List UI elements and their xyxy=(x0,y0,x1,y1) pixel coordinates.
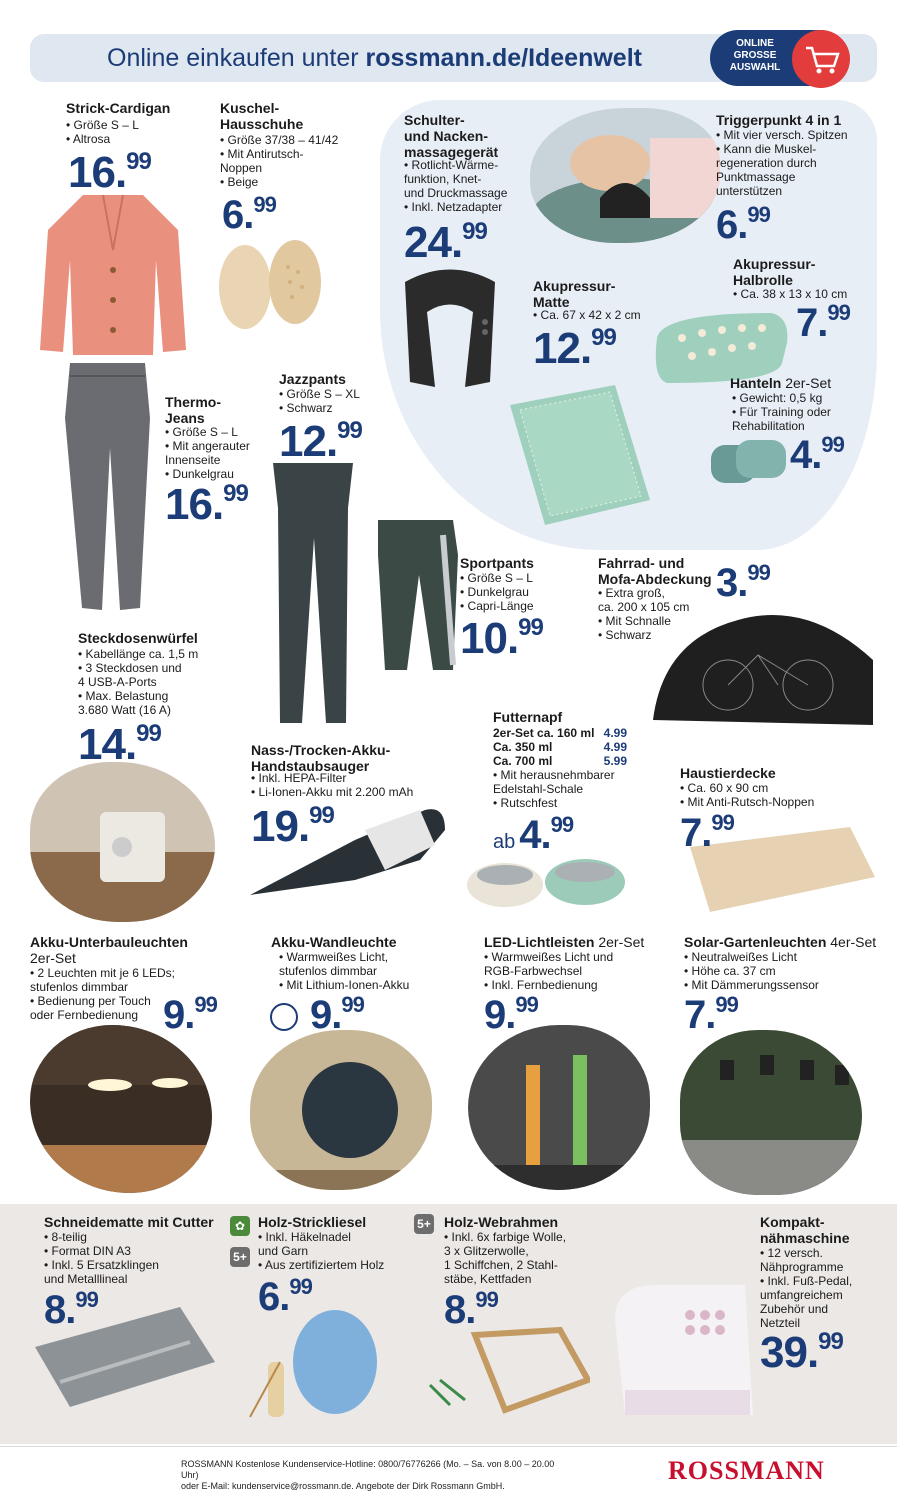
jeans-image xyxy=(60,358,155,618)
walllight-price: 9.99 xyxy=(310,992,364,1037)
walllight-bullets: • Warmweißes Licht, stufenlos dimmbar • Mit Lithium-Ionen-Akku xyxy=(279,950,410,992)
ledbars-bullets: • Warmweißes Licht und RGB-Farbwechsel • Inkl. Fernbedienung xyxy=(484,950,614,992)
age-5-plus-badge: 5+ xyxy=(230,1247,250,1267)
solar-lights-photo xyxy=(680,1030,862,1195)
neckmassager-price: 24.99 xyxy=(404,218,487,267)
vacuum-bullets: • Inkl. HEPA-Filter • Li-Ionen-Akku mit 2.200 mAh xyxy=(251,771,414,799)
trigger-bullets: • Mit vier versch. Spitzen • Kann die Muskel- regeneration durch Punktmassage unterstützen xyxy=(716,128,848,198)
mat-price: 12.99 xyxy=(533,324,616,373)
knitting-title: Holz-Strickliesel xyxy=(258,1214,367,1230)
pet-bowls-image xyxy=(465,850,630,910)
neck-massager-image xyxy=(395,262,505,392)
vacuum-price: 19.99 xyxy=(251,802,334,851)
bowl-size-row: Ca. 700 ml 5.99 xyxy=(493,754,627,768)
slippers-bullets: • Größe 37/38 – 41/42 • Mit Antirutsch- Noppen • Beige xyxy=(220,133,339,189)
solarlights-bullets: • Neutralweißes Licht • Höhe ca. 37 cm • Mit Dämmerungssensor xyxy=(684,950,819,992)
age-5-plus-badge: 5+ xyxy=(414,1214,434,1234)
socket-cube-photo xyxy=(30,762,215,922)
underlights-photo xyxy=(30,1025,212,1193)
led-bars-photo xyxy=(468,1025,650,1190)
socketcube-price: 14.99 xyxy=(78,720,161,769)
jeans-title: Thermo- Jeans xyxy=(165,394,221,426)
ledbars-price: 9.99 xyxy=(484,992,538,1037)
sportpants-image xyxy=(373,515,463,675)
jazzpants-price: 12.99 xyxy=(279,417,362,466)
socketcube-title: Steckdosenwürfel xyxy=(78,630,198,646)
cuttingmat-price: 8.99 xyxy=(44,1287,98,1332)
petblanket-price: 7.99 xyxy=(680,810,734,855)
cart-icon[interactable] xyxy=(792,30,850,88)
sportpants-price: 10.99 xyxy=(460,614,543,663)
loom-price: 8.99 xyxy=(444,1287,498,1332)
sewing-title: Kompakt- nähmaschine xyxy=(760,1214,850,1246)
solarlights-title: Solar-Gartenleuchten 4er-Set xyxy=(684,934,877,950)
dumbbells-title: Hanteln 2er-Set xyxy=(730,375,832,391)
cardigan-title: Strick-Cardigan xyxy=(66,100,171,116)
jazzpants-title: Jazzpants xyxy=(279,371,346,387)
neckmassager-title: Schulter- und Nacken- massagegerät xyxy=(404,112,499,160)
bowl-size-row: Ca. 350 ml 4.99 xyxy=(493,740,627,754)
slippers-price: 6.99 xyxy=(222,192,276,237)
slippers-title: Kuschel- Hausschuhe xyxy=(220,100,304,132)
bowl-title: Futternapf xyxy=(493,709,563,725)
halfroll-bullets: • Ca. 38 x 13 x 10 cm xyxy=(733,287,848,301)
vacuum-title: Nass-/Trocken-Akku- Handstaubsauger xyxy=(251,742,391,774)
underlights-title: Akku-Unterbauleuchten 2er-Set xyxy=(30,934,188,966)
banner-url[interactable]: rossmann.de/Ideenwelt xyxy=(365,44,642,72)
dumbbells-price: 4.99 xyxy=(790,432,844,477)
banner-text[interactable]: Online einkaufen unter rossmann.de/Ideenwelt xyxy=(107,44,642,72)
online-badge-label: ONLINE GROSSE AUSWAHL xyxy=(729,38,781,73)
sportpants-title: Sportpants xyxy=(460,555,534,571)
walllight-title: Akku-Wandleuchte xyxy=(271,934,397,950)
bowl-price: ab 4.99 xyxy=(493,812,574,857)
acupressure-mat-image xyxy=(505,380,655,530)
neckmassager-bullets: • Rotlicht-Wärme- funktion, Knet- und Druckmassage • Inkl. Netzadapter xyxy=(404,158,508,214)
sewing-price: 39.99 xyxy=(760,1328,843,1377)
underlights-price: 9.99 xyxy=(163,992,217,1037)
bikecover-price: 3.99 xyxy=(716,560,770,605)
footer-text: ROSSMANN Kostenlose Kundenservice-Hotline: 0800/76776266 (Mo. – Sa. von 8.00 – 20.00 Uhr) oder E-Mail: kundenservice@rossmann.de. Angebote der Dirk Rossmann GmbH. xyxy=(181,1459,555,1491)
leaf-icon: ✿ xyxy=(230,1216,250,1236)
petblanket-title: Haustierdecke xyxy=(680,765,776,781)
sewing-machine-image xyxy=(605,1265,760,1430)
jazzpants-bullets: • Größe S – XL • Schwarz xyxy=(279,387,360,415)
socketcube-bullets: • Kabellänge ca. 1,5 m • 3 Steckdosen und 4 USB-A-Ports • Max. Belastung 3.680 Watt (16 A) xyxy=(78,647,199,717)
dumbbells-bullets: • Gewicht: 0,5 kg • Für Training oder Rehabilitation xyxy=(732,391,831,433)
sportpants-bullets: • Größe S – L • Dunkelgrau • Capri-Länge xyxy=(460,571,534,613)
neck-massage-photo xyxy=(530,108,720,243)
cardigan-image xyxy=(38,190,188,360)
halfroll-price: 7.99 xyxy=(796,300,850,345)
round-light-icon xyxy=(270,1003,298,1031)
cuttingmat-title: Schneidematte mit Cutter xyxy=(44,1214,214,1230)
mat-title: Akupressur- Matte xyxy=(533,278,616,310)
petblanket-bullets: • Ca. 60 x 90 cm • Mit Anti-Rutsch-Noppen xyxy=(680,781,815,809)
jazzpants-image xyxy=(268,458,358,728)
dumbbells-image xyxy=(706,435,791,490)
loom-bullets: • Inkl. 6x farbige Wolle, 3 x Glitzerwolle, 1 Schiffchen, 2 Stahl- stäbe, Kettfaden xyxy=(444,1230,567,1286)
wall-light-photo xyxy=(250,1030,432,1190)
knitting-price: 6.99 xyxy=(258,1274,312,1319)
cuttingmat-bullets: • 8-teilig • Format DIN A3 • Inkl. 5 Ersatzklingen und Metalllineal xyxy=(44,1230,159,1286)
sewing-bullets: • 12 versch. Nähprogramme • Inkl. Fuß-Pedal, umfangreichem Zubehör und Netzteil xyxy=(760,1246,853,1330)
knitting-bullets: • Inkl. Häkelnadel und Garn • Aus zertifiziertem Holz xyxy=(258,1230,385,1272)
bikecover-bullets: • Extra groß, ca. 200 x 105 cm • Mit Schnalle • Schwarz xyxy=(598,586,690,642)
bowl-bullets: • Mit herausnehmbarer Edelstahl-Schale • Rutschfest xyxy=(493,768,615,810)
trigger-price: 6.99 xyxy=(716,202,770,247)
bowl-size-row: 2er-Set ca. 160 ml 4.99 xyxy=(493,726,627,740)
bikecover-title: Fahrrad- und Mofa-Abdeckung xyxy=(598,555,712,587)
loom-image xyxy=(410,1325,590,1420)
rossmann-logo[interactable]: ROSSMANN xyxy=(668,1456,825,1485)
jeans-price: 16.99 xyxy=(165,480,248,529)
footer-divider xyxy=(0,1446,897,1447)
knitting-set-image xyxy=(240,1302,380,1422)
trigger-title: Triggerpunkt 4 in 1 xyxy=(716,112,842,128)
underlights-bullets: • 2 Leuchten mit je 6 LEDs; stufenlos dimmbar • Bedienung per Touch oder Fernbedienung xyxy=(30,966,175,1022)
loom-title: Holz-Webrahmen xyxy=(444,1214,559,1230)
mat-bullets: • Ca. 67 x 42 x 2 cm xyxy=(533,308,641,322)
ledbars-title: LED-Lichtleisten 2er-Set xyxy=(484,934,645,950)
cardigan-price: 16.99 xyxy=(68,148,151,197)
jeans-bullets: • Größe S – L • Mit angerauter Innenseite • Dunkelgrau xyxy=(165,425,250,481)
solarlights-price: 7.99 xyxy=(684,992,738,1037)
halfroll-title: Akupressur- Halbrolle xyxy=(733,256,816,288)
slippers-image xyxy=(210,232,330,332)
cardigan-bullets: • Größe S – L • Altrosa xyxy=(66,118,139,146)
